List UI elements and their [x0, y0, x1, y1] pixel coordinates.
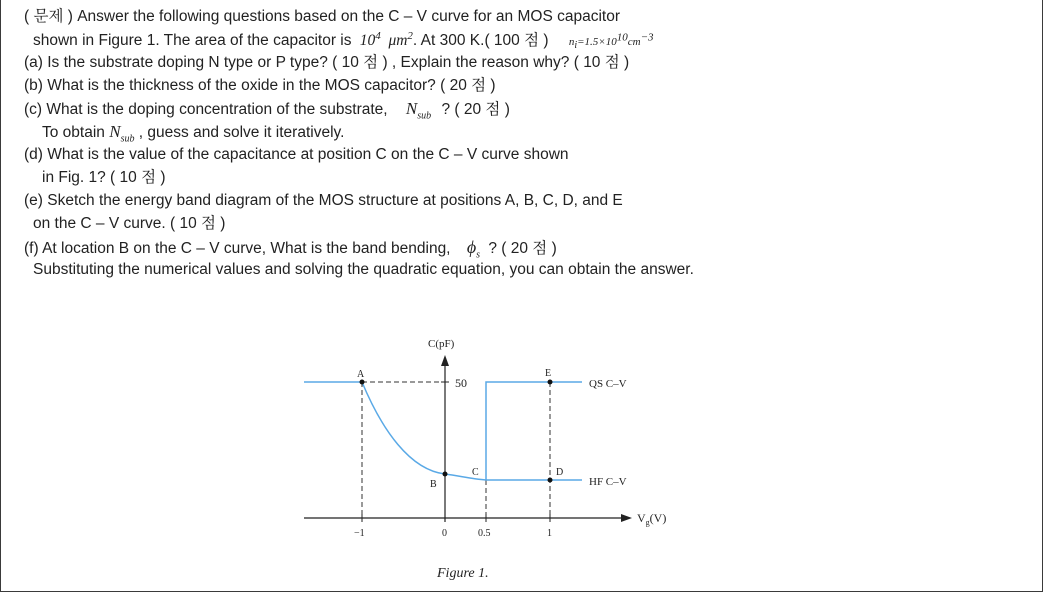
- question-c: (c) What is the doping concentration of the substrate, $N_{sub}$ ? ( 20 점 ): [24, 99, 510, 122]
- y-axis-label: C(pF): [428, 338, 455, 350]
- label-a: A: [357, 369, 365, 380]
- question-b: (b) What is the thickness of the oxide in the MOS capacitor? ( 20 점 ): [24, 77, 496, 94]
- qs-cv-curve-right: [486, 382, 582, 480]
- question-d-2: in Fig. 1? ( 10 점 ): [42, 169, 166, 186]
- question-f-2: Substituting the numerical values and solving the quadratic equation, you can obtain the answer.: [33, 261, 694, 278]
- qs-label: QS C–V: [589, 378, 627, 390]
- question-a: (a) Is the substrate doping N type or P type? ( 10 점 ) , Explain the reason why? ( 10 점 ): [24, 54, 630, 71]
- point-d: [548, 478, 553, 483]
- cap-value-label: 50: [455, 376, 467, 390]
- tick-label-0: 0: [442, 528, 447, 539]
- question-e-1: (e) Sketch the energy band diagram of the MOS structure at positions A, B, C, D, and E: [24, 192, 623, 209]
- point-b: [443, 472, 448, 477]
- point-a: [360, 380, 365, 385]
- nsub-symbol-2: $N_{sub}$: [109, 122, 135, 145]
- tick-label-1: 1: [547, 528, 552, 539]
- label-c: C: [472, 467, 479, 478]
- question-e-2: on the C – V curve. ( 10 점 ): [33, 215, 226, 232]
- question-d-1: (d) What is the value of the capacitance at position C on the C – V curve shown: [24, 146, 569, 163]
- question-f: (f) At location B on the C – V curve, What is the band bending, $\phi_s$ ? ( 20 점 ): [24, 237, 557, 261]
- qs-cv-curve-left: [304, 382, 486, 480]
- label-e: E: [545, 368, 552, 379]
- area-value: $10^4$ $\mu m^2$: [359, 29, 413, 49]
- hf-label: HF C–V: [589, 476, 627, 488]
- figure-caption: Figure 1.: [437, 566, 489, 581]
- phi-symbol: $\phi_s$: [466, 237, 481, 261]
- x-axis-label: $V_g(V)$: [637, 511, 667, 527]
- line2-pre: shown in Figure 1. The area of the capacitor is: [33, 32, 352, 49]
- tick-label-0-5: 0.5: [478, 528, 491, 539]
- label-d: D: [556, 467, 564, 478]
- question-c-hint: To obtain $N_{sub}$ , guess and solve it iteratively.: [42, 122, 345, 145]
- ni-expression: ni=1.5×1010cm−3: [568, 31, 654, 52]
- label-b: B: [430, 479, 437, 490]
- point-e: [548, 380, 553, 385]
- y-axis-arrow: [441, 355, 449, 366]
- x-axis-arrow: [621, 514, 632, 522]
- question-line-1: ( 문제 ) Answer the following questions based on the C – V curve for an MOS capacitor: [24, 8, 620, 25]
- line2-post: . At 300 K.( 100 점 ): [412, 32, 549, 49]
- nsub-symbol: $N_{sub}$: [405, 99, 432, 122]
- tick-label-neg1: −1: [354, 528, 365, 539]
